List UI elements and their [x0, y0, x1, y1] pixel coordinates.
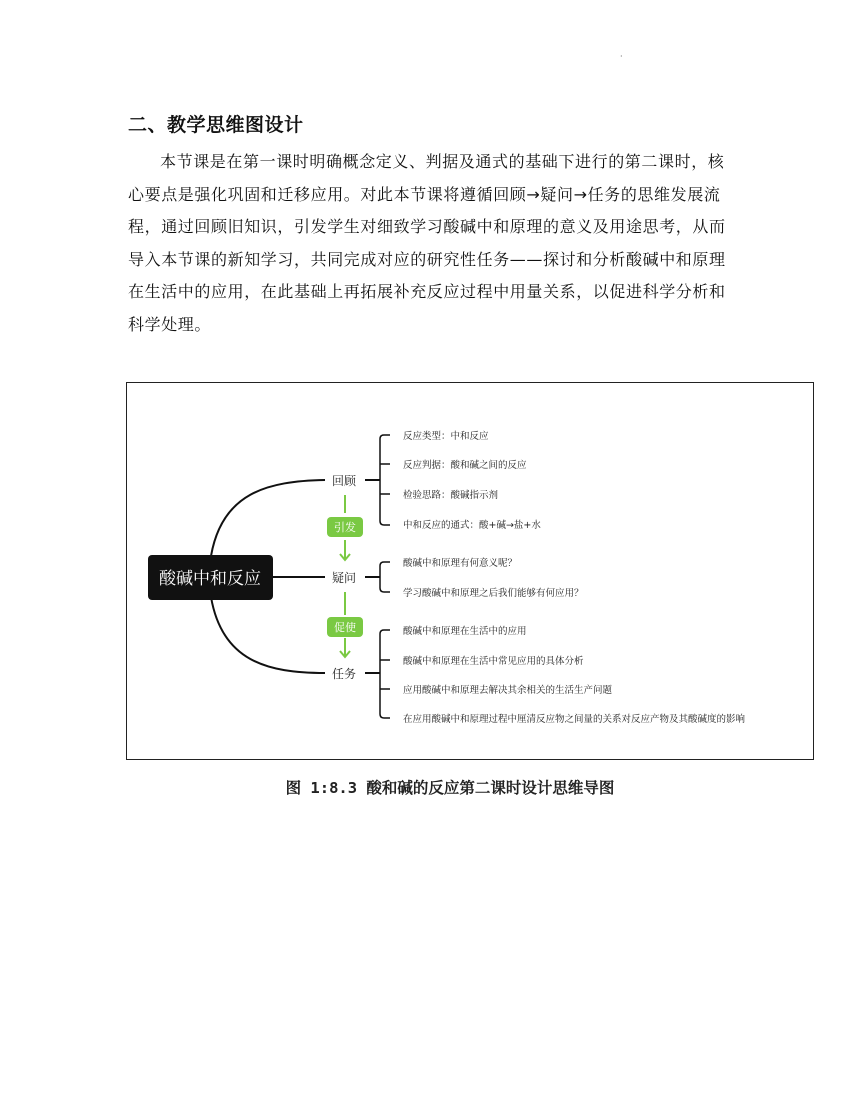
- leaf-item: 反应判据：酸和碱之间的反应: [403, 460, 527, 471]
- paragraph-line: 科学处理。: [128, 314, 212, 334]
- leaf-item: 在应用酸碱中和原理过程中厘清反应物之间量的关系对反应产物及其酸碱度的影响: [403, 714, 746, 725]
- figure-caption: 图 1:8.3 酸和碱的反应第二课时设计思维导图: [285, 779, 615, 797]
- leaf-item: 酸碱中和原理有何意义呢？: [403, 558, 518, 569]
- leaf-item: 应用酸碱中和原理去解决其余相关的生活生产问题: [403, 685, 613, 696]
- root-label: 酸碱中和反应: [159, 569, 261, 589]
- branch-label-review: 回顾: [331, 474, 357, 488]
- connector-prompt-label: 促使: [334, 621, 356, 634]
- branch-label-question: 疑问: [331, 571, 357, 585]
- leaf-item: 检验思路：酸碱指示剂: [403, 490, 499, 501]
- paragraph-line: 程，通过回顾旧知识，引发学生对细致学习酸碱中和原理的意义及用途思考，从而: [128, 217, 726, 237]
- branch-label-task: 任务: [331, 667, 357, 681]
- paragraph-line: 本节课是在第一课时明确概念定义、判据及通式的基础下进行的第二课时，核: [160, 152, 725, 171]
- curve-to-task: [211, 597, 325, 673]
- section-heading: 二、教学思维图设计: [128, 114, 304, 136]
- paragraph-line: 在生活中的应用，在此基础上再拓展补充反应过程中用量关系，以促进科学分析和: [128, 282, 726, 302]
- mindmap-figure: [126, 382, 814, 760]
- curve-to-review: [211, 480, 325, 556]
- connector-trigger-label: 引发: [334, 521, 356, 534]
- mindmap-diagram: [127, 383, 813, 759]
- page-marker: ·: [620, 52, 623, 61]
- paragraph-line: 导入本节课的新知学习，共同完成对应的研究性任务——探讨和分析酸碱中和原理: [128, 249, 726, 269]
- body-paragraph: [128, 146, 738, 342]
- leaf-item: 反应类型：中和反应: [403, 431, 489, 442]
- leaf-item: 中和反应的通式：酸+碱→盐+水: [403, 520, 541, 531]
- leaf-item: 学习酸碱中和原理之后我们能够有何应用？: [403, 588, 584, 599]
- leaf-item: 酸碱中和原理在生活中的应用: [403, 626, 527, 637]
- paragraph-line: 心要点是强化巩固和迁移应用。对此本节课将遵循回顾→疑问→任务的思维发展流: [128, 184, 721, 204]
- leaf-item: 酸碱中和原理在生活中常见应用的具体分析: [403, 656, 584, 667]
